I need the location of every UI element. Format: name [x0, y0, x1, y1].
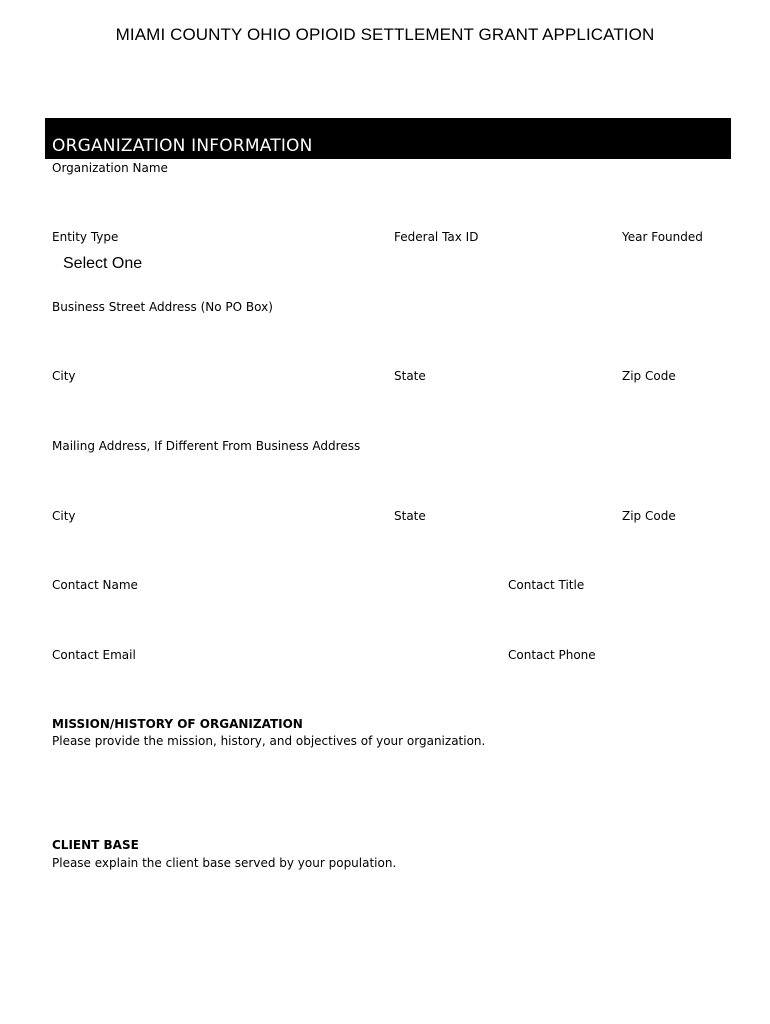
business-address-label: Business Street Address (No PO Box) — [52, 300, 273, 314]
mailing-zip-label: Zip Code — [622, 509, 676, 523]
contact-name-label: Contact Name — [52, 578, 138, 592]
business-zip-label: Zip Code — [622, 369, 676, 383]
client-base-textarea[interactable] — [48, 874, 728, 1004]
contact-email-label: Contact Email — [52, 648, 136, 662]
organization-name-label: Organization Name — [52, 161, 168, 175]
business-city-label: City — [52, 369, 76, 383]
mission-prompt: Please provide the mission, history, and objectives of your organization. — [52, 734, 486, 748]
mailing-address-input[interactable] — [48, 457, 728, 497]
contact-email-input[interactable] — [48, 666, 493, 706]
business-state-input[interactable] — [390, 387, 610, 425]
federal-tax-id-input[interactable] — [390, 248, 610, 284]
mailing-city-input[interactable] — [48, 527, 378, 565]
entity-type-select[interactable]: Select One — [63, 255, 143, 272]
federal-tax-id-label: Federal Tax ID — [394, 230, 479, 244]
contact-title-label: Contact Title — [508, 578, 585, 592]
mission-textarea[interactable] — [48, 752, 728, 828]
mission-heading: MISSION/HISTORY OF ORGANIZATION — [52, 717, 303, 731]
mailing-zip-input[interactable] — [618, 527, 728, 565]
organization-name-input[interactable] — [48, 178, 728, 218]
mailing-address-label: Mailing Address, If Different From Business Address — [52, 439, 361, 453]
contact-phone-input[interactable] — [504, 666, 728, 706]
mailing-state-label: State — [394, 509, 426, 523]
client-base-prompt: Please explain the client base served by your population. — [52, 856, 397, 870]
business-state-label: State — [394, 369, 426, 383]
contact-phone-label: Contact Phone — [508, 648, 596, 662]
mailing-city-label: City — [52, 509, 76, 523]
entity-type-label: Entity Type — [52, 230, 119, 244]
year-founded-input[interactable] — [618, 248, 728, 284]
business-zip-input[interactable] — [618, 387, 728, 425]
contact-name-input[interactable] — [48, 596, 493, 636]
year-founded-label: Year Founded — [622, 230, 703, 244]
mailing-state-input[interactable] — [390, 527, 610, 565]
client-base-heading: CLIENT BASE — [52, 838, 139, 852]
business-city-input[interactable] — [48, 387, 378, 425]
section-header-bar — [45, 118, 731, 159]
document-title: MIAMI COUNTY OHIO OPIOID SETTLEMENT GRANT APPLICATION — [115, 25, 655, 44]
section-header-title: ORGANIZATION INFORMATION — [52, 136, 313, 156]
contact-title-input[interactable] — [504, 596, 728, 636]
business-address-input[interactable] — [48, 318, 728, 358]
